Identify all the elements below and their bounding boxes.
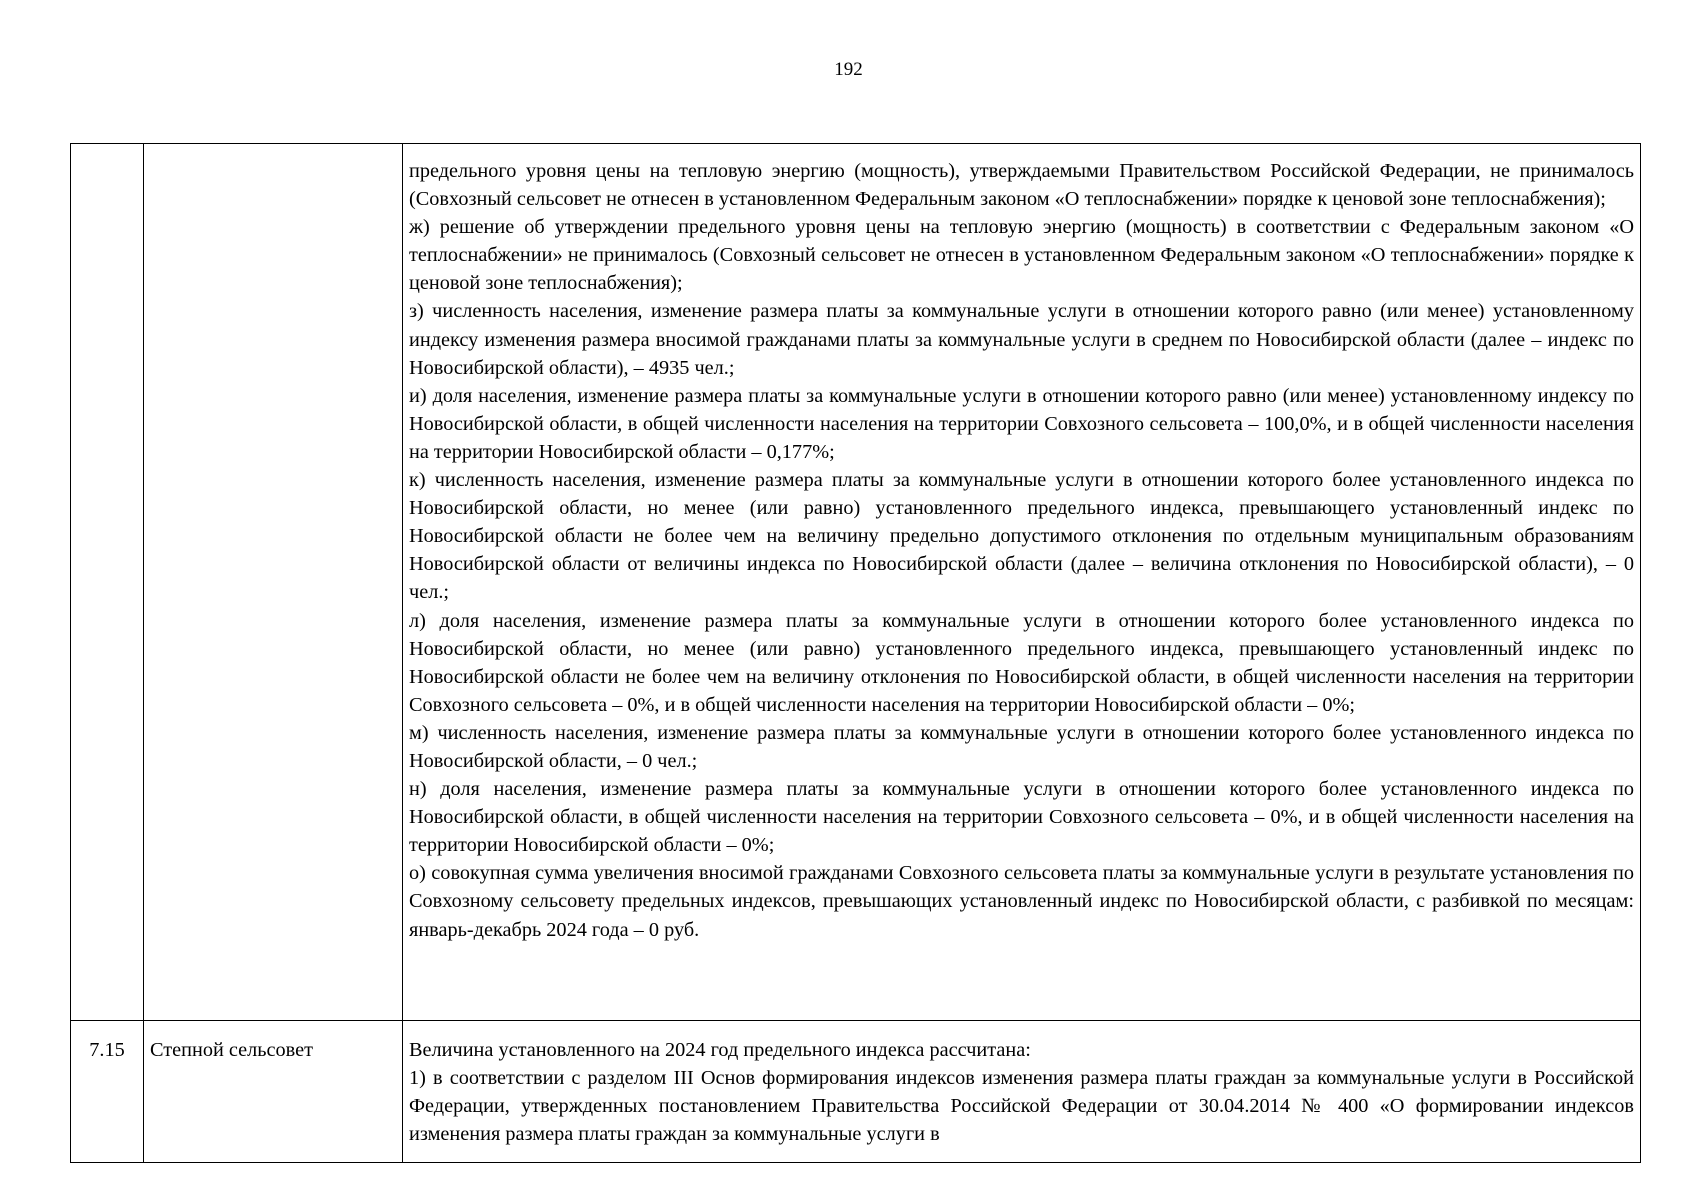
paragraph-l: л) доля населения, изменение размера платы за коммунальные услуги в отношении которого более установленного индекса по Новосибирской области, но менее (или равно) установленного предельного индекса, превышающего установленный индекс по Новосибирской области не более чем на величину отклонения по Новосибирской области, в общей численности населения на территории Совхозного сельсовета – 0%, и в общей численности населения на территории Новосибирской области – 0%; <box>409 609 1634 716</box>
row-number-cell <box>71 144 144 1021</box>
paragraph-o: о) совокупная сумма увеличения вносимой гражданами Совхозного сельсовета платы за коммунальные услуги в результате установления по Совхозному сельсовету предельных индексов, превышающих установленный индекс по Новосибирской области, с разбивкой по месяцам: январь-декабрь 2024 года – 0 руб. <box>409 862 1634 941</box>
paragraph-i: и) доля населения, изменение размера платы за коммунальные услуги в отношении которого равно (или менее) установленному индексу по Новосибирской области, в общей численности населения на территории Совхозного сельсовета – 100,0%, и в общей численности населения на территории Новосибирской области – 0,177%; <box>409 384 1634 463</box>
municipality-name-cell <box>144 144 403 1021</box>
paragraph-intro: Величина установленного на 2024 год предельного индекса рассчитана: <box>409 1039 1031 1061</box>
table-row <box>71 144 1641 1021</box>
row-number-cell: 7.15 <box>71 1021 144 1163</box>
description-cell <box>403 1021 1641 1163</box>
tariff-table <box>70 143 1641 1163</box>
paragraph: предельного уровня цены на тепловую энергию (мощность), утверждаемыми Правительством Российской Федерации, не принималось (Совхозный сельсовет не отнесен в установленном Федеральным законом «О теплоснабжении» порядке к ценовой зоне теплоснабжения); <box>409 160 1634 211</box>
paragraph-zh: ж) решение об утверждении предельного уровня цены на тепловую энергию (мощность) в соответствии с Федеральным законом «О теплоснабжении» не принималось (Совхозный сельсовет не отнесен в установленном Федеральным законом «О теплоснабжении» порядке к ценовой зоне теплоснабжения); <box>409 216 1634 295</box>
page-number: 192 <box>834 59 863 80</box>
description-cell <box>403 144 1641 1021</box>
paragraph-1: 1) в соответствии с разделом III Основ формирования индексов изменения размера платы граждан за коммунальные услуги в Российской Федерации, утвержденных постановлением Правительства Российской Федерации от 30.04.2014 № 400 «О формировании индексов изменения размера платы граждан за коммунальные услуги в <box>409 1067 1634 1146</box>
paragraph-z: з) численность населения, изменение размера платы за коммунальные услуги в отношении которого равно (или менее) установленному индексу изменения размера вносимой гражданами платы за коммунальные услуги в среднем по Новосибирской области (далее – индекс по Новосибирской области), – 4935 чел.; <box>409 300 1634 379</box>
table-row <box>71 1021 1641 1163</box>
paragraph-m: м) численность населения, изменение размера платы за коммунальные услуги в отношении которого более установленного индекса по Новосибирской области, – 0 чел.; <box>409 721 1634 772</box>
municipality-name-cell: Степной сельсовет <box>144 1021 403 1163</box>
paragraph-n: н) доля населения, изменение размера платы за коммунальные услуги в отношении которого более установленного индекса по Новосибирской области, в общей численности населения на территории Совхозного сельсовета – 0%, и в общей численности населения на территории Новосибирской области – 0%; <box>409 778 1634 857</box>
paragraph-k: к) численность населения, изменение размера платы за коммунальные услуги в отношении которого более установленного индекса по Новосибирской области, но менее (или равно) установленного предельного индекса, превышающего установленный индекс по Новосибирской области не более чем на величину предельно допустимого отклонения по отдельным муниципальным образованиям Новосибирской области от величины индекса по Новосибирской области (далее – величина отклонения по Новосибирской области), – 0 чел.; <box>409 469 1634 604</box>
